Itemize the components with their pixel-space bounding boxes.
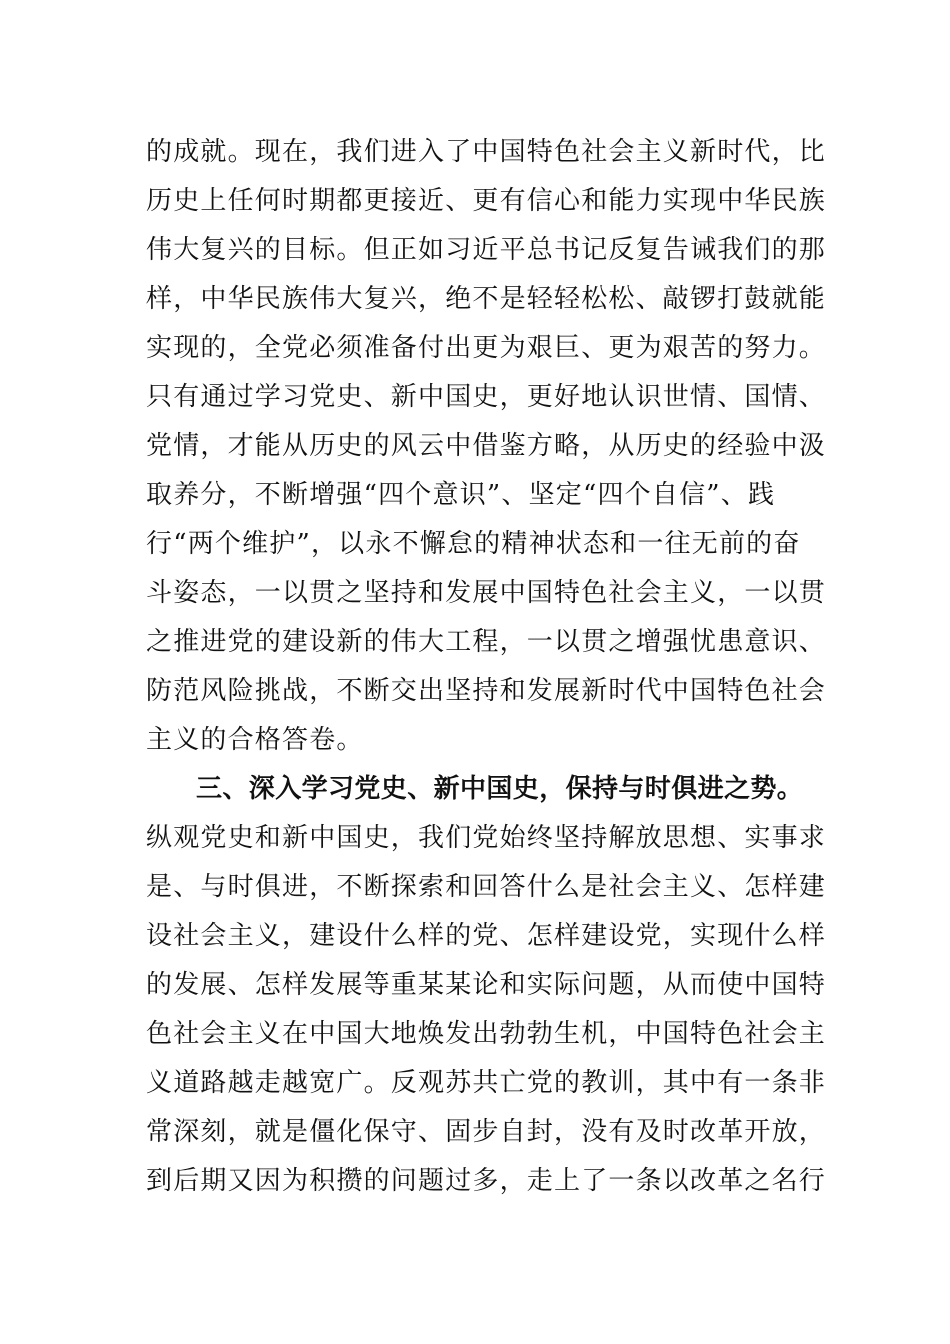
text-line: 历史上任何时期都更接近、更有信心和能力实现中华民族 bbox=[146, 186, 827, 216]
text-line: 色社会主义在中国大地焕发出勃勃生机，中国特色社会主 bbox=[146, 1019, 827, 1049]
section-three bbox=[146, 765, 827, 1206]
text-line: 防范风险挑战，不断交出坚持和发展新时代中国特色社会 bbox=[146, 676, 827, 706]
text-line: 是、与时俱进，不断探索和回答什么是社会主义、怎样建 bbox=[146, 872, 827, 902]
text-line: 党情，才能从历史的风云中借鉴方略，从历史的经验中汲 bbox=[146, 431, 827, 461]
section-heading: 三、深入学习党史、新中国史，保持与时俱进之势。 bbox=[196, 774, 804, 804]
text-line: 到后期又因为积攒的问题过多，走上了一条以改革之名行 bbox=[146, 1166, 827, 1196]
text-line: 行“两个维护”，以永不懈怠的精神状态和一往无前的奋 bbox=[146, 529, 801, 559]
text-line: 的成就。现在，我们进入了中国特色社会主义新时代，比 bbox=[146, 137, 827, 167]
text-line: 纵观党史和新中国史，我们党始终坚持解放思想、实事求 bbox=[146, 823, 827, 853]
text-line: 伟大复兴的目标。但正如习近平总书记反复告诫我们的那 bbox=[146, 235, 827, 265]
text-line: 设社会主义，建设什么样的党、怎样建设党，实现什么样 bbox=[146, 921, 827, 951]
text-line: 的发展、怎样发展等重某某论和实际问题，从而使中国特 bbox=[146, 970, 827, 1000]
text-line: 只有通过学习党史、新中国史，更好地认识世情、国情、 bbox=[146, 382, 827, 412]
paragraph-continuation bbox=[146, 128, 827, 765]
document-body bbox=[146, 128, 827, 1206]
text-line: 主义的合格答卷。 bbox=[146, 725, 364, 755]
text-line: 取养分，不断增强“四个意识”、坚定“四个自信”、践 bbox=[146, 480, 776, 510]
text-line: 常深刻，就是僵化保守、固步自封，没有及时改革开放， bbox=[146, 1117, 827, 1147]
text-line: 义道路越走越宽广。反观苏共亡党的教训，其中有一条非 bbox=[146, 1068, 827, 1098]
text-line: 斗姿态，一以贯之坚持和发展中国特色社会主义，一以贯 bbox=[146, 578, 827, 608]
text-line: 样，中华民族伟大复兴，绝不是轻轻松松、敲锣打鼓就能 bbox=[146, 284, 827, 314]
text-line: 实现的，全党必须准备付出更为艰巨、更为艰苦的努力。 bbox=[146, 333, 827, 363]
text-line: 之推进党的建设新的伟大工程，一以贯之增强忧患意识、 bbox=[146, 627, 827, 657]
